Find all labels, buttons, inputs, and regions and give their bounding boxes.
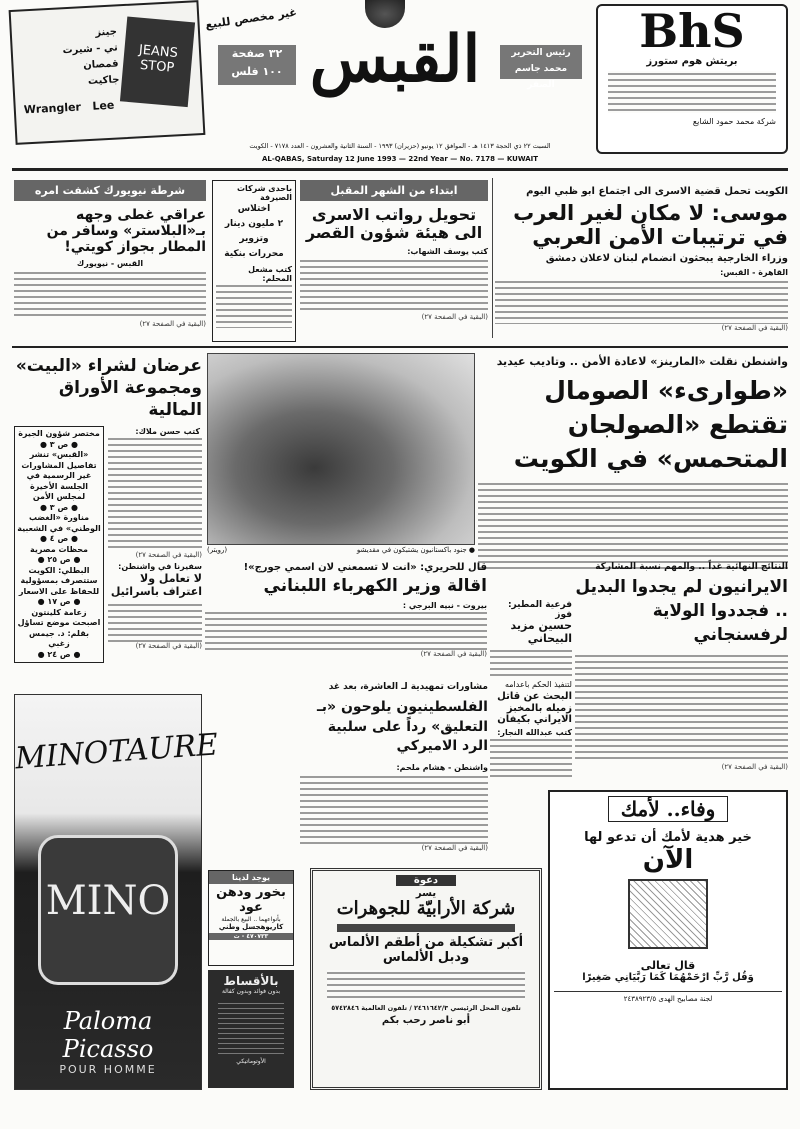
bhs-logo: BhS — [639, 4, 745, 58]
jeans-stop-logo — [120, 17, 195, 108]
phones: تلفون المحل الرئيسي ٢٤٦١٦٤٢/٣ / تلفون العالمية ٥٧٤٢٨٤٦ — [331, 1003, 521, 1012]
index-page: ● ص ٤ ● — [40, 534, 78, 543]
headline: «طوارىء» الصومال تقتطع «الصولجان المتحمس» في الكويت — [513, 376, 788, 473]
continued: (البقية في الصفحة ٢٧) — [721, 324, 788, 333]
ad-mother — [548, 790, 788, 1090]
incense-title: بخور ودهن عود — [216, 885, 286, 915]
continued: (البقية في الصفحة ٢٧) — [139, 320, 206, 329]
story-hariri — [205, 562, 487, 677]
mother-line1: خير هدية لأمك أن تدعو لها — [584, 830, 752, 845]
price: ١٠٠ فلس — [231, 65, 283, 78]
incense-sub: بأنواعهما .. البيع بالجملة — [221, 915, 281, 923]
continued: (البقية في الصفحة ٢٧) — [421, 843, 488, 852]
ad-minotaure — [14, 694, 220, 1090]
dateline: واشنطن - هشام ملحم: — [396, 762, 488, 772]
index-author: بقلم: د. جيمس زغبي — [29, 628, 89, 648]
item: جاكيت — [87, 74, 120, 87]
continued: (البقية في الصفحة ٢٧) — [721, 763, 788, 772]
headline: البحث عن قاتل زميله بالمخبز الايراني بكيفان — [497, 691, 572, 725]
jeans-brand: JEANS STOP — [138, 42, 179, 76]
divider — [12, 168, 788, 171]
headline: اقالة وزير الكهرباء اللبناني — [263, 576, 487, 596]
ad-jeans-stop — [9, 0, 206, 145]
kicker: الكويت تحمل قضية الاسرى الى اجتماع ابو ظبي اليوم — [526, 186, 788, 197]
index-page: ● ص ٣ ● — [40, 439, 78, 449]
index-item[interactable]: البطلي: الكويت ستتصرف بمسؤولية للحفاظ على الاسعار — [18, 565, 100, 596]
date-english: AL-QABAS, Saturday 12 June 1993 — 22nd Year — No. 7178 — KUWAIT — [261, 155, 539, 163]
story-bahrain — [490, 600, 572, 678]
ad-jewelry — [310, 868, 542, 1090]
headline: الايرانيون لم يجدوا البديل .. فجددوا الولاية لرفسنجاني — [575, 577, 788, 645]
mother-title: وفاء.. لأمك — [608, 796, 728, 822]
mother-footer: لجنة مصابيح الهدى ٢٤٣٨٩٢٣/٥ — [554, 991, 782, 1003]
verse-intro: قال تعالى — [640, 959, 696, 972]
item: جينز — [95, 26, 118, 39]
item: تي - شيرت — [62, 42, 119, 57]
ad-incense — [208, 870, 294, 966]
installments-title: بالأقساط — [223, 974, 279, 988]
signature: أبو ناصر رحب بكم — [381, 1014, 471, 1026]
company-name: شركة الأرابيّة للجوهرات — [336, 898, 516, 919]
story-kuwait — [495, 178, 788, 343]
installments-line: بدون فوائد وبدون كفالة — [221, 988, 281, 995]
ad-bhs — [596, 4, 788, 154]
byline: كتب مشعل المحلم: — [248, 265, 292, 283]
verse: وَقُل رَّبِّ ارْحَمْهُمَا كَمَا رَبَّيَانِي صَغِيرًا — [582, 972, 754, 983]
kicker: واشنطن نقلت «المارينز» لاعادة الأمن .. وتاديب عيديد — [496, 355, 788, 368]
kicker: مشاورات تمهيدية لـ العاشرة، بعد غد — [328, 682, 488, 692]
banner: ابتداء من الشهر المقبل — [300, 180, 488, 201]
headline: موسى: لا مكان لغير العرب في ترتيبات الأمن العربي — [513, 201, 788, 250]
story-ambassador — [108, 562, 202, 687]
ad-installments — [208, 970, 294, 1088]
index-item[interactable]: محظات مصرية — [29, 544, 88, 554]
jewelry-headline: أكبر تشكيلة من أطقم الألماس ودبل الألماس — [328, 934, 524, 965]
continued: (البقية في الصفحة ٢٧) — [421, 312, 488, 321]
kicker: باحدى شركات الصيرفة — [236, 184, 292, 202]
headline-line: اختلاس — [237, 204, 271, 214]
story-embezzlement — [212, 180, 296, 342]
story-ny-police — [14, 180, 206, 340]
perfume-bottle — [38, 835, 178, 985]
logo: القبس — [309, 22, 481, 97]
byline: كتب حسن ملاك: — [135, 427, 200, 437]
kicker: قال للحريري: «انت لا تسمعني لان اسمي جورج»! — [243, 562, 487, 573]
headline-line: محررات بنكية — [224, 249, 284, 259]
index-page: ● ص ٢٥ ● — [37, 555, 81, 564]
incense-phone: ٤٧٠٧٣٣ - ت — [209, 933, 293, 940]
story-palestinians — [300, 682, 488, 867]
photo-credit: (رويتر) — [207, 546, 228, 554]
headline: عرضان لشراء «البيت» ومجموعة الأوراق المالية — [15, 356, 202, 421]
brand-wrangler: Wrangler — [23, 100, 82, 117]
minotaure-title: MINOTAURE — [14, 727, 220, 777]
headline: حسين مزيد البيحاني — [510, 619, 572, 645]
banner: يوجد لدينا — [209, 871, 293, 884]
continued: (البقية في الصفحة ٢٧) — [135, 642, 202, 651]
index-item[interactable]: مناورة «الغضب الوطني» في الشعبية — [17, 513, 101, 533]
index-page: ● ص ٢٤ ● — [37, 649, 81, 659]
index-item[interactable]: زعامة كلينتون اصبحت موضع تساؤل — [17, 607, 101, 627]
date-arabic: السبت ٢٢ ذي الحجة ١٤١٣ هـ - الموافق ١٢ يونيو (حزيران) ١٩٩٣ - السنة الثانية والعشرون - العدد ٧١٧٨ - الكويت — [249, 142, 551, 150]
index-page: ● ص ١٧ ● — [37, 597, 81, 606]
subheadline: وزراء الخارجية يبحثون انضمام لبنان لاعلان دمشق — [545, 253, 788, 265]
headline-line: وتزوير — [239, 234, 269, 244]
dateline: بيروت - نبيه البرجي : — [402, 600, 487, 610]
headline: تحويل رواتب الاسرى الى هيئة شؤون القصر — [305, 205, 483, 243]
minotaure-sub: POUR HOMME — [59, 1063, 157, 1076]
mother-line2: الآن — [642, 845, 694, 875]
headline: الفلسطينيون يلوحون «بـ التعليق» رداً على سلبية الرد الاميركي — [316, 699, 488, 755]
story-iran — [575, 562, 788, 782]
byline: كتب عبدالله النجار: — [497, 727, 572, 737]
incense-shop: كاريوهجسل وطني — [218, 922, 284, 931]
kicker: النتائج النهائية غداً .. والمهم نسبة المشاركة — [595, 562, 788, 572]
sidebar-index — [14, 426, 104, 663]
editor-name: محمد جاسم الصقر — [514, 64, 568, 90]
headline: عراقي غطى وجهه بـ«البلاستر» وسافر من المطار بجواز كويتي! — [46, 207, 206, 256]
photo-caption: ● جنود باكستانيون يشتبكون في مقديشو — [356, 546, 475, 554]
continued: (البقية في الصفحة ٢٧) — [135, 551, 202, 560]
photo-soldiers — [207, 353, 475, 545]
bhs-name: بريتش هوم ستورز — [646, 56, 738, 67]
story-prisoners — [300, 180, 488, 340]
banner: شرطة نيويورك كشفت امره — [14, 180, 206, 201]
brand-lee: Lee — [92, 98, 115, 113]
byline: كتب يوسف الشهاب: — [407, 246, 488, 256]
dateline: القبس - نيويورك — [76, 259, 144, 269]
kicker: فرعية المطير: فوز — [507, 600, 572, 620]
index-item[interactable]: «القبس» تنشر تفاصيل المشاورات غير الرسمية في الجلسة الأخيرة لمجلس الأمن — [21, 450, 97, 501]
headline-line: ٢ مليون دينار — [224, 219, 284, 229]
installments-line: الأوتوماتيكي — [236, 1058, 266, 1065]
editor-label: رئيس التحرير — [511, 48, 571, 58]
page-count: ٣٢ صفحة — [231, 47, 283, 60]
minotaure-brand: Paloma Picasso — [62, 1007, 154, 1063]
index-item[interactable]: مختصر شؤون الجيرة — [18, 429, 100, 438]
kicker: لتنفيذ الحكم باعدامه — [504, 680, 572, 689]
intro: يسر — [415, 888, 437, 899]
headline: لا تعامل ولا اعتراف باسرائيل — [110, 572, 202, 598]
index-page: ● ص ٣ ● — [40, 502, 78, 512]
story-somalia — [478, 355, 788, 555]
continued: (البقية في الصفحة ٢٧) — [420, 649, 487, 658]
bottle-label: MINO — [45, 878, 171, 924]
bhs-company: شركة محمد حمود الشايع — [692, 117, 776, 126]
kicker: سفيرنا في واشنطن: — [118, 562, 202, 571]
banner: دعوة — [396, 875, 456, 886]
gift-illustration — [628, 879, 708, 949]
item: قمصان — [82, 58, 119, 72]
dateline: القاهرة - القبس: — [720, 268, 788, 278]
story-killer — [490, 680, 572, 795]
tagline: غير مخصص للبيع — [204, 5, 298, 32]
